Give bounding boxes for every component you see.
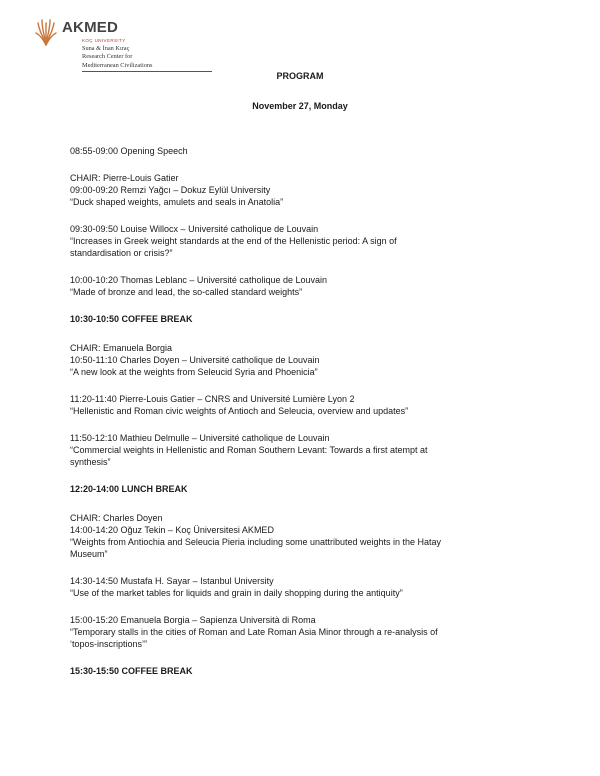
- talk-title: “Made of bronze and lead, the so-called standard weights”: [70, 287, 303, 297]
- opening-speech: 08:55-09:00 Opening Speech: [70, 146, 188, 156]
- lunch-break: 12:20-14:00 LUNCH BREAK: [70, 484, 188, 494]
- talk-title: “Increases in Greek weight standards at the end of the Hellenistic period: A sign of: [70, 236, 397, 246]
- talk-time-speaker: 15:00-15:20 Emanuela Borgia – Sapienza Università di Roma: [70, 615, 316, 625]
- talk-time-speaker: 14:30-14:50 Mustafa H. Sayar – Istanbul University: [70, 576, 274, 586]
- talk-title: synthesis”: [70, 457, 111, 467]
- session-chair: CHAIR: Emanuela Borgia: [70, 343, 173, 353]
- talk-title: “Hellenistic and Roman civic weights of Antioch and Seleucia, overview and updates”: [70, 406, 409, 416]
- talk-title: Museum”: [70, 549, 108, 559]
- talk-time-speaker: 14:00-14:20 Oğuz Tekin – Koç Üniversitesi AKMED: [70, 525, 274, 535]
- opening-entry: [70, 145, 540, 157]
- talk-time-speaker: 09:30-09:50 Louise Willocx – Université catholique de Louvain: [70, 224, 319, 234]
- talk-entry: [70, 223, 540, 259]
- talk-title: “Duck shaped weights, amulets and seals in Anatolia”: [70, 197, 284, 207]
- logo-subtitle-line: Mediterranean Civilizations: [82, 61, 153, 69]
- program-list: [70, 145, 540, 694]
- talk-entry: [70, 274, 540, 298]
- akmed-emblem-icon: [34, 17, 58, 47]
- talk-title: “Use of the market tables for liquids and grain in daily shopping during the antiquity”: [70, 588, 403, 598]
- talk-title: “Weights from Antiochia and Seleucia Pieria including some unattributed weights in the Hatay: [70, 537, 442, 547]
- talk-entry: [70, 393, 540, 417]
- talk-entry: [70, 575, 540, 599]
- talk-entry: [70, 432, 540, 468]
- logo-subtitle-line: Research Center for: [82, 53, 133, 61]
- talk-time-speaker: 10:50-11:10 Charles Doyen – Université catholique de Louvain: [70, 355, 320, 365]
- logo-subtitle: [82, 45, 152, 70]
- talk-title: “A new look at the weights from Seleucid Syria and Phoenicia”: [70, 367, 318, 377]
- talk-time-speaker: 10:00-10:20 Thomas Leblanc – Université catholique de Louvain: [70, 275, 328, 285]
- talk-entry: [70, 614, 540, 650]
- session-block: [70, 512, 540, 560]
- session-block: [70, 342, 540, 378]
- session-chair: CHAIR: Pierre-Louis Gatier: [70, 173, 179, 183]
- talk-time-speaker: 11:20-11:40 Pierre-Louis Gatier – CNRS and Université Lumière Lyon 2: [70, 394, 355, 404]
- logo-subtitle-line: Suna & İnan Kıraç: [82, 45, 130, 52]
- talk-title: “Commercial weights in Hellenistic and Roman Southern Levant: Towards a first atempt at: [70, 445, 428, 455]
- talk-time-speaker: 11:50-12:10 Mathieu Delmulle – Université catholique de Louvain: [70, 433, 330, 443]
- talk-title: “Temporary stalls in the cities of Roman and Late Roman Asia Minor through a re-analysis of: [70, 627, 438, 637]
- session-block: [70, 172, 540, 208]
- page-date: November 27, Monday: [252, 101, 348, 111]
- talk-title: ‘topos-inscriptions’”: [70, 639, 148, 649]
- page-title: PROGRAM: [276, 71, 324, 81]
- session-chair: CHAIR: Charles Doyen: [70, 513, 163, 523]
- logo-university: KOÇ UNIVERSITY: [82, 38, 126, 43]
- coffee-break: 10:30-10:50 COFFEE BREAK: [70, 314, 193, 324]
- talk-time-speaker: 09:00-09:20 Remzi Yağcı – Dokuz Eylül University: [70, 185, 271, 195]
- coffee-break: 15:30-15:50 COFFEE BREAK: [70, 666, 193, 676]
- talk-title: standardisation or crisis?”: [70, 248, 173, 258]
- logo-name: AKMED: [62, 19, 118, 36]
